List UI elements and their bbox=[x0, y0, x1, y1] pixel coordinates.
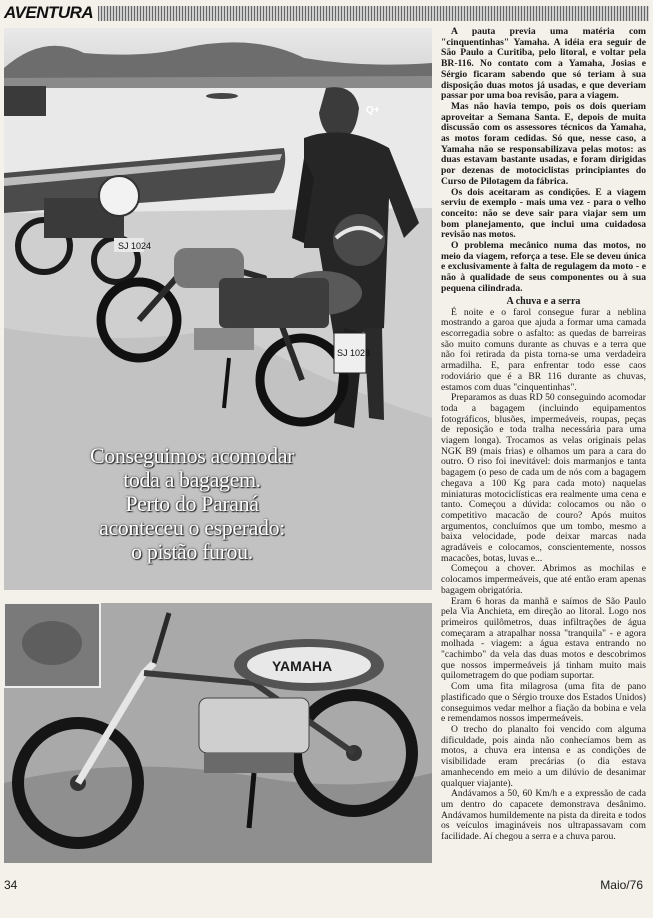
article-paragraph: O problema mecânico numa das motos, no meio da viagem, reforça a tese. Ele se deveu única e exclusivamente à falta de regulagem da moto - e não à qualidade de seus componentes ou à sua pequena cilindrada. bbox=[441, 240, 646, 294]
tank-brand-text: YAMAHA bbox=[272, 658, 333, 674]
article-paragraph: Mas não havia tempo, pois os dois queriam aproveitar a Semana Santa. E, depois de muita discussão com os assessores técnicos da Yamaha, as motos foram cedidas. Só que, nesse caso, a Yamaha não se responsabilizava pelas motos: as duas estavam bastante usadas, e foram dirigidas por dezenas de motociclistas principiantes do Curso de Pilotagem da fábrica. bbox=[441, 100, 646, 187]
article-paragraph: Os dois aceitaram as condições. E a viagem serviu de exemplo - mais uma vez - para o velho conceito: não se deve sair para viajar sem um bom planejamento, que inclui uma cuidadosa revisão nas motos. bbox=[441, 186, 646, 241]
article-paragraph: É noite e o farol consegue furar a neblina mostrando a garoa que ajuda a formar uma camada escorregadia sobre o asfalto: as quedas de barreiras são muito comuns durante as chuvas e a terra que não foi retirada da pista torna-se uma verdadeira armadilha. E, para enfrentar todo esse caos rodoviário que é a BR 116 durante as chuvas, estamos com duas "cinquentinhas". bbox=[441, 306, 646, 393]
article-paragraph: Começou a chover. Abrimos as mochilas e colocamos impermeáveis, que até então eram apenas bagagem obrigatória. bbox=[441, 563, 646, 596]
article-paragraph: Preparamos as duas RD 50 conseguindo acomodar toda a bagagem (incluindo equipamentos fotográficos, blusões, impermeáveis, roupas, peças de reposição e toda tralha necessária para uma viagem longa). Trocamos as velas originais pelas NGK B9 (mais frias) e olhamos um para a cara do outro. O riso foi inevitável: dois marmanjos e tanta bagagem (o peso de cada um de nós com a bagagem chegava a 100 Kg para cada moto) naquelas miniaturas motociclísticas era realmente uma cena e tanto. Começou a dúvida: colocamos ou não o competitivo macacão de couro? Após muitos argumentos, concluímos que um tombo, mesmo a baixa velocidade, pode deixar marcas nada agradáveis e colocamos, conscientemente, nossos macacões, botas, luvas e... bbox=[441, 392, 646, 564]
caption-line: aconteceu o esperado: bbox=[99, 515, 285, 540]
article-subheading: A chuva e a serra bbox=[506, 295, 581, 307]
rear-plate-text: SJ 1024 bbox=[118, 241, 152, 251]
page-number: 34 bbox=[4, 878, 18, 892]
section-header bbox=[4, 4, 649, 22]
article-paragraph: O trecho do planalto foi vencido com alguma dificuldade, pois ainda não conhecíamos bem as motos, a chuva era intensa e as condições de visibilidade eram precárias (o dia estava amanhecendo em meio a um dilúvio de desanimar qualquer viajante). bbox=[441, 724, 646, 789]
photo-yamaha-closeup bbox=[4, 603, 432, 863]
caption-line: Conseguimos acomodar bbox=[89, 443, 295, 468]
section-title: AVENTURA bbox=[4, 3, 94, 22]
header-band bbox=[98, 6, 649, 21]
caption-line: o pistão furou. bbox=[131, 539, 253, 564]
article-text bbox=[441, 27, 646, 843]
issue-date: Maio/76 bbox=[600, 878, 643, 892]
photo-yamaha-closeup-drawing bbox=[4, 603, 432, 863]
article-paragraph: Andávamos a 50, 60 Km/h e a expressão de cada um dentro do capacete demonstrava desânimo. Andávamos humildemente na pista da direita e todos os veículos imagináveis nos ultrapassavam com facilidade. Aí chegou a serra e a chuva parou. bbox=[441, 788, 646, 843]
caption-line: Perto do Paraná bbox=[125, 491, 259, 516]
photo-caption bbox=[44, 444, 340, 564]
article-paragraph: A pauta previa uma matéria com "cinquentinhas" Yamaha. A idéia era seguir de São Paulo a Curitiba, pelo litoral, e voltar pela BR-116. No contato com a Yamaha, Josias e Sérgio ficaram sabendo que só teriam à sua disposição duas motos já usadas, e que deveriam passar por uma boa revisão, para a viagem. bbox=[441, 26, 646, 102]
photo-rider-motorcycles bbox=[4, 28, 432, 590]
caption-line: toda a bagagem. bbox=[123, 467, 261, 492]
jacket-badge-text: Q+ bbox=[366, 105, 380, 116]
article-paragraph: Eram 6 horas da manhã e saímos de São Paulo pela Via Anchieta, em direção ao litoral. Logo nos primeiros quilômetros, duas infiltrações de água começaram a atrapalhar nossa "tranquila" - e agora molhada - viagem: a água estava entrando no "cachimbo" da vela das duas motos e descobrimos que nossos impermeáveis já tinham muito mais quilometragem do que podiam suportar. bbox=[441, 595, 646, 682]
front-plate-text: SJ 1028 bbox=[337, 348, 371, 358]
article-paragraph: Com uma fita milagrosa (uma fita de pano plastificado que o Sérgio trouxe dos Estados Unidos) conseguimos vedar melhor a fiação da bobina e vela e remendamos nossos impermeáveis. bbox=[441, 681, 646, 725]
